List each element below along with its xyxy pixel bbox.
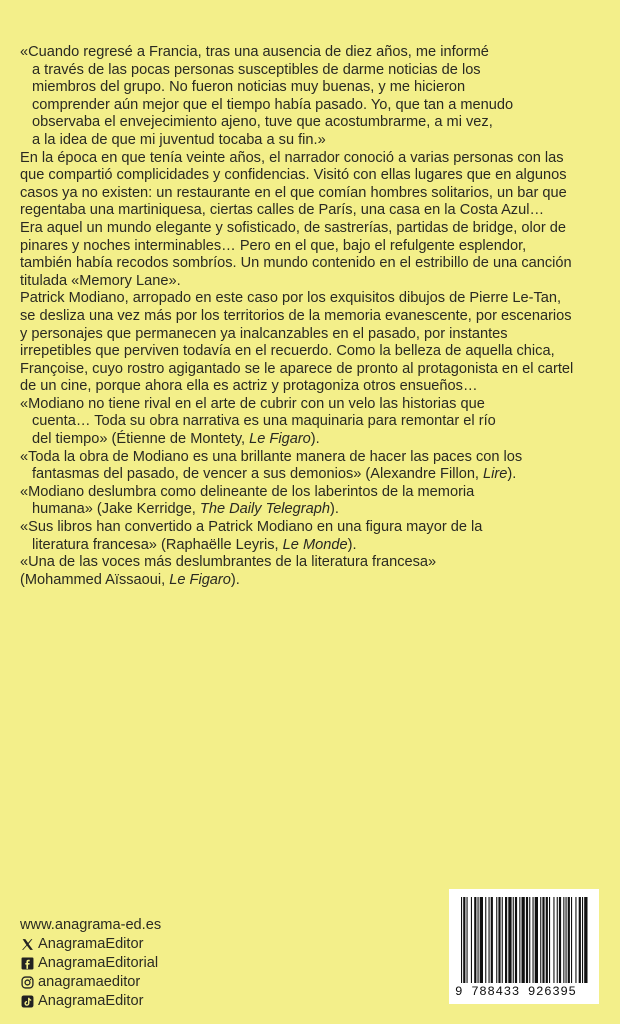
barcode-bar bbox=[566, 897, 567, 983]
publisher-contacts bbox=[20, 916, 161, 1011]
barcode-bar bbox=[542, 897, 544, 983]
barcode-bar bbox=[498, 897, 500, 983]
barcode-bar bbox=[526, 897, 528, 983]
barcode-bar bbox=[553, 897, 554, 983]
barcode-bar bbox=[535, 897, 538, 983]
barcode-bar bbox=[505, 897, 507, 983]
quote-line: comprender aún mejor que el tiempo había pasado. Yo, que tan a menudo bbox=[32, 96, 514, 113]
review-quote: «Modiano no tiene rival en el arte de cubrir con un velo las historias que cuenta… Toda su obra narrativa es una maquinaria para remontar el río del tiempo» (Étienne de Montety, Le Figaro). bbox=[20, 395, 496, 448]
barcode-bar bbox=[582, 897, 583, 983]
barcode-bar bbox=[571, 897, 572, 983]
synopsis-paragraph: Era aquel un mundo elegante y sofisticado, de sastrerías, partidas de bridge, olor de pinares y noches interminables… Pero en el que, bajo el refulgente esplendor, también había recodos sombríos. Un mundo contenido en el estribillo de una canción titulada «Memory Lane». bbox=[20, 219, 572, 289]
review-quote: «Una de las voces más deslumbrantes de la literatura francesa» (Mohammed Aïssaoui, Le Figaro). bbox=[20, 554, 437, 588]
review-quote: «Toda la obra de Modiano es una brillante manera de hacer las paces con los fantasmas del pasado, de vencer a sus demonios» (Alexandre Fillon, Lire). bbox=[20, 448, 523, 483]
review-source: The Daily Telegraph bbox=[199, 501, 330, 518]
facebook-icon bbox=[20, 957, 34, 971]
barcode-bar bbox=[513, 897, 514, 983]
barcode-bar bbox=[496, 897, 497, 983]
barcode-bar bbox=[579, 897, 581, 983]
quote-line: observaba el envejecimiento ajeno, tuve que acostumbrarme, a mi vez, bbox=[32, 114, 493, 131]
review-source: Le Monde bbox=[282, 536, 348, 553]
x-logo-icon bbox=[20, 938, 34, 952]
barcode-bar bbox=[559, 897, 561, 983]
barcode-bar bbox=[485, 897, 486, 983]
review-source: Lire bbox=[483, 466, 508, 483]
barcode-bar bbox=[522, 897, 525, 983]
barcode-bar bbox=[508, 897, 511, 983]
review-source: Le Figaro bbox=[249, 431, 311, 448]
barcode-bar bbox=[563, 897, 564, 983]
website-text: www.anagrama-ed.es bbox=[20, 917, 162, 933]
review-quote: «Modiano deslumbra como delineante de los laberintos de la memoria humana» (Jake Kerridge, The Daily Telegraph). bbox=[20, 483, 475, 518]
barcode-bar bbox=[461, 897, 462, 983]
barcode-bar bbox=[519, 897, 520, 983]
barcode-bars bbox=[449, 889, 599, 985]
barcode-bar bbox=[463, 897, 465, 983]
barcode-bar bbox=[529, 897, 530, 983]
quote-line: a través de las pocas personas susceptibles de darme noticias de los bbox=[32, 61, 481, 78]
barcode-bar bbox=[478, 897, 479, 983]
barcode-bar bbox=[480, 897, 483, 983]
barcode-bar bbox=[502, 897, 503, 983]
website-link[interactable] bbox=[20, 916, 161, 935]
barcode-bar bbox=[471, 897, 472, 983]
instagram-icon bbox=[20, 976, 34, 990]
barcode-bar bbox=[467, 897, 468, 983]
isbn-number: 9 788433 926395 bbox=[455, 985, 577, 999]
tiktok-account[interactable]: AnagramaEditor bbox=[20, 992, 161, 1011]
isbn-barcode bbox=[449, 889, 599, 1004]
tiktok-icon bbox=[20, 995, 34, 1009]
instagram-account[interactable]: anagramaeditor bbox=[20, 973, 161, 992]
barcode-bar bbox=[546, 897, 548, 983]
barcode-bar bbox=[575, 897, 576, 983]
synopsis-paragraph: Patrick Modiano, arropado en este caso por los exquisitos dibujos de Pierre Le-Tan, se desliza una vez más por los territorios de la memoria evanescente, por escenarios y personajes que permanecen ya inalcanzables en el pasado, por instantes irrepetibles que perviven todavía en el recuerdo. Como la belleza de aquella chica, Françoise, cuyo rostro agigantado se le aparece de pronto al protagonista en el cartel de un cine, porque ahora ella es actriz y protagoniza otros ensueños… bbox=[20, 290, 574, 395]
quote-line: miembros del grupo. No fueron noticias muy buenas, y me hicieron bbox=[32, 79, 466, 96]
barcode-bar bbox=[515, 897, 517, 983]
back-cover-blurb bbox=[20, 44, 576, 589]
barcode-bar bbox=[557, 897, 558, 983]
barcode-bar bbox=[491, 897, 493, 983]
review-quote: «Sus libros han convertido a Patrick Modiano en una figura mayor de la literatura francesa» (Raphaëlle Leyris, Le Monde). bbox=[20, 519, 483, 553]
facebook-account[interactable]: AnagramaEditorial bbox=[20, 954, 161, 973]
barcode-bar bbox=[489, 897, 490, 983]
barcode-bar bbox=[549, 897, 550, 983]
barcode-bar bbox=[533, 897, 534, 983]
synopsis-paragraph: En la época en que tenía veinte años, el narrador conoció a varias personas con las que compartió complicidades y confidencias. Visitó con ellas lugares que en algunos casos ya no existen: un restaurante en el que comían hombres solitarios, un bar que regentaba una martiniquesa, ciertas calles de París, una casa en la Costa Azul… bbox=[20, 149, 567, 219]
quote-line: «Cuando regresé a Francia, tras una ausencia de diez años, me informé bbox=[20, 44, 489, 60]
quote-line: a la idea de que mi juventud tocaba a su fin.» bbox=[32, 131, 326, 148]
barcode-bar bbox=[540, 897, 541, 983]
barcode-bar bbox=[568, 897, 570, 983]
opening-quote bbox=[20, 44, 576, 150]
review-source: Le Figaro bbox=[169, 571, 231, 588]
barcode-bar bbox=[584, 897, 587, 983]
x-account[interactable]: AnagramaEditor bbox=[20, 935, 161, 954]
barcode-bar bbox=[474, 897, 476, 983]
